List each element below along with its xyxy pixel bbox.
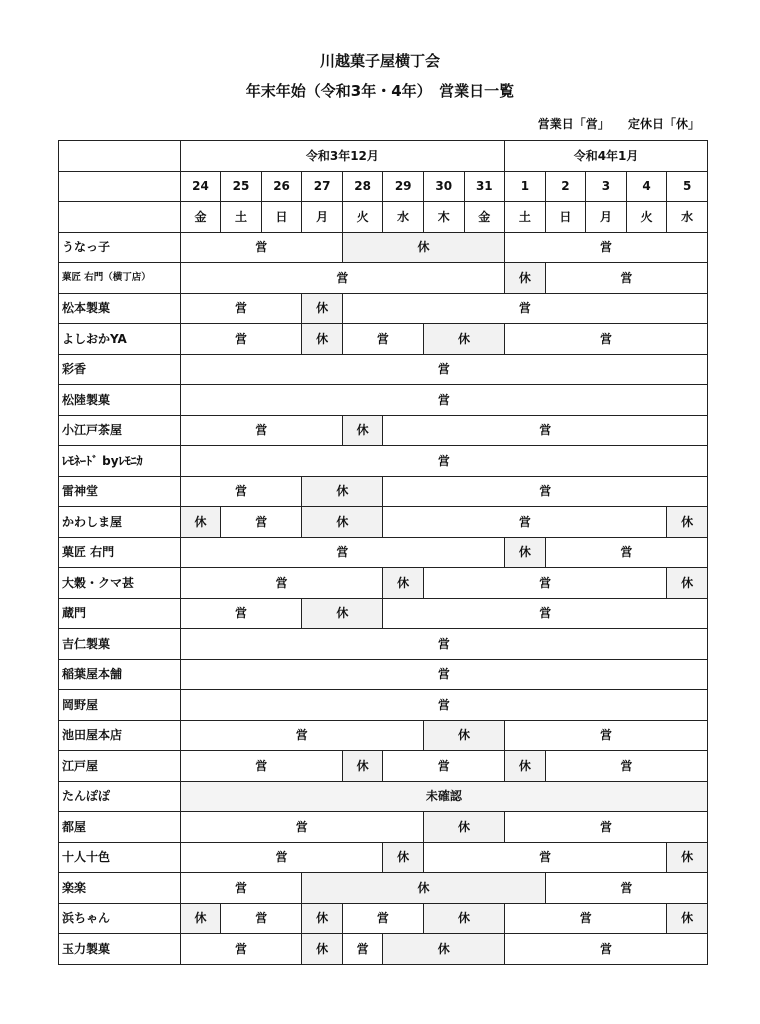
closed-cell: 休 <box>302 873 545 904</box>
shop-row <box>59 507 708 538</box>
unconfirmed-cell: 未確認 <box>180 781 707 812</box>
legend <box>538 115 700 132</box>
shop-name: 蔵門 <box>59 598 181 629</box>
shop-row <box>59 263 708 294</box>
open-cell: 営 <box>180 690 707 721</box>
closed-cell: 休 <box>423 720 504 751</box>
weekday-cell: 水 <box>667 202 708 233</box>
open-cell: 営 <box>383 598 708 629</box>
document-subtitle: 年末年始（令和3年・4年） 営業日一覧 <box>245 82 515 100</box>
open-cell: 営 <box>180 415 342 446</box>
closed-cell: 休 <box>302 934 343 965</box>
shop-name: よしおかYA <box>59 324 181 355</box>
shop-name: 十人十色 <box>59 842 181 873</box>
date-cell: 1 <box>505 171 546 202</box>
open-cell: 営 <box>505 934 708 965</box>
date-cell: 29 <box>383 171 424 202</box>
weekday-cell: 金 <box>180 202 221 233</box>
open-cell: 営 <box>180 537 504 568</box>
legend-closed: 定休日「休」 <box>627 117 700 131</box>
shop-name: 江戸屋 <box>59 751 181 782</box>
closed-cell: 休 <box>505 537 546 568</box>
open-cell: 営 <box>383 476 708 507</box>
closed-cell: 休 <box>302 476 383 507</box>
closed-cell: 休 <box>302 293 343 324</box>
closed-cell: 休 <box>667 903 708 934</box>
open-cell: 営 <box>180 293 302 324</box>
open-cell: 営 <box>221 903 302 934</box>
open-cell: 営 <box>545 263 707 294</box>
weekday-cell: 土 <box>505 202 546 233</box>
date-cell: 24 <box>180 171 221 202</box>
header-corner <box>59 202 181 233</box>
legend-open: 営業日「営」 <box>537 117 610 131</box>
document-title: 川越菓子屋横丁会 <box>319 52 440 70</box>
shop-row <box>59 446 708 477</box>
closed-cell: 休 <box>342 751 383 782</box>
shop-name: 吉仁製菓 <box>59 629 181 660</box>
shop-name: 都屋 <box>59 812 181 843</box>
shop-row <box>59 903 708 934</box>
open-cell: 営 <box>383 751 505 782</box>
weekday-cell: 火 <box>342 202 383 233</box>
open-cell: 営 <box>180 751 342 782</box>
open-cell: 営 <box>180 476 302 507</box>
shop-row <box>59 812 708 843</box>
date-cell: 4 <box>626 171 667 202</box>
shop-name: 菓匠 右門 <box>59 537 181 568</box>
closed-cell: 休 <box>423 324 504 355</box>
open-cell: 営 <box>180 934 302 965</box>
shop-name: 池田屋本店 <box>59 720 181 751</box>
open-cell: 営 <box>342 934 383 965</box>
shop-name: 松本製菓 <box>59 293 181 324</box>
weekday-header-row <box>59 202 708 233</box>
month-header: 令和4年1月 <box>505 141 708 172</box>
shop-name: うなっ子 <box>59 232 181 263</box>
shop-name: たんぽぽ <box>59 781 181 812</box>
closed-cell: 休 <box>383 842 424 873</box>
open-cell: 営 <box>221 507 302 538</box>
closed-cell: 休 <box>302 507 383 538</box>
closed-cell: 休 <box>423 812 504 843</box>
shop-row <box>59 873 708 904</box>
open-cell: 営 <box>342 903 423 934</box>
open-cell: 営 <box>383 507 667 538</box>
shop-name: 稲葉屋本舗 <box>59 659 181 690</box>
open-cell: 営 <box>505 812 708 843</box>
shop-name: 彩香 <box>59 354 181 385</box>
shop-name: ﾚﾓﾈｰﾄﾞ byﾚﾓﾆｶ <box>59 446 181 477</box>
open-cell: 営 <box>180 629 707 660</box>
shop-name: 岡野屋 <box>59 690 181 721</box>
closed-cell: 休 <box>342 415 383 446</box>
shop-row <box>59 629 708 660</box>
open-cell: 営 <box>383 415 708 446</box>
open-cell: 営 <box>180 598 302 629</box>
shop-row <box>59 690 708 721</box>
shop-name: 菓匠 右門（横丁店） <box>59 263 181 294</box>
month-header-row <box>59 141 708 172</box>
shop-row <box>59 293 708 324</box>
date-header-row <box>59 171 708 202</box>
open-cell: 営 <box>423 568 666 599</box>
open-cell: 営 <box>342 324 423 355</box>
schedule-table <box>58 140 708 965</box>
open-cell: 営 <box>505 903 667 934</box>
closed-cell: 休 <box>505 263 546 294</box>
closed-cell: 休 <box>302 903 343 934</box>
open-cell: 営 <box>180 873 302 904</box>
shop-name: 楽楽 <box>59 873 181 904</box>
shop-row <box>59 537 708 568</box>
header-corner <box>59 171 181 202</box>
closed-cell: 休 <box>302 324 343 355</box>
shop-row <box>59 659 708 690</box>
open-cell: 営 <box>180 354 707 385</box>
weekday-cell: 水 <box>383 202 424 233</box>
weekday-cell: 月 <box>302 202 343 233</box>
open-cell: 営 <box>180 385 707 416</box>
shop-name: 小江戸茶屋 <box>59 415 181 446</box>
weekday-cell: 日 <box>545 202 586 233</box>
open-cell: 営 <box>505 232 708 263</box>
shop-row <box>59 598 708 629</box>
open-cell: 営 <box>180 568 383 599</box>
open-cell: 営 <box>342 293 707 324</box>
open-cell: 営 <box>180 720 423 751</box>
weekday-cell: 土 <box>221 202 262 233</box>
shop-row <box>59 842 708 873</box>
date-cell: 30 <box>423 171 464 202</box>
weekday-cell: 木 <box>423 202 464 233</box>
date-cell: 25 <box>221 171 262 202</box>
shop-row <box>59 476 708 507</box>
open-cell: 営 <box>180 842 383 873</box>
closed-cell: 休 <box>667 842 708 873</box>
shop-row <box>59 232 708 263</box>
open-cell: 営 <box>545 751 707 782</box>
open-cell: 営 <box>180 812 423 843</box>
shop-row <box>59 781 708 812</box>
weekday-cell: 日 <box>261 202 302 233</box>
closed-cell: 休 <box>302 598 383 629</box>
shop-row <box>59 324 708 355</box>
open-cell: 営 <box>545 873 707 904</box>
open-cell: 営 <box>423 842 666 873</box>
shop-name: 松陸製菓 <box>59 385 181 416</box>
closed-cell: 休 <box>383 934 505 965</box>
shop-row <box>59 568 708 599</box>
shop-row <box>59 751 708 782</box>
shop-row <box>59 415 708 446</box>
shop-name: 玉力製菓 <box>59 934 181 965</box>
shop-row <box>59 385 708 416</box>
shop-row <box>59 354 708 385</box>
closed-cell: 休 <box>180 507 221 538</box>
date-cell: 2 <box>545 171 586 202</box>
shop-name: 浜ちゃん <box>59 903 181 934</box>
date-cell: 28 <box>342 171 383 202</box>
closed-cell: 休 <box>423 903 504 934</box>
open-cell: 営 <box>180 446 707 477</box>
closed-cell: 休 <box>505 751 546 782</box>
open-cell: 営 <box>180 324 302 355</box>
date-cell: 31 <box>464 171 505 202</box>
open-cell: 営 <box>505 720 708 751</box>
open-cell: 営 <box>545 537 707 568</box>
shop-name: 雷神堂 <box>59 476 181 507</box>
shop-name: かわしま屋 <box>59 507 181 538</box>
open-cell: 営 <box>505 324 708 355</box>
closed-cell: 休 <box>383 568 424 599</box>
month-header: 令和3年12月 <box>180 141 504 172</box>
open-cell: 営 <box>180 232 342 263</box>
weekday-cell: 月 <box>586 202 627 233</box>
closed-cell: 休 <box>667 568 708 599</box>
closed-cell: 休 <box>667 507 708 538</box>
date-cell: 26 <box>261 171 302 202</box>
closed-cell: 休 <box>342 232 504 263</box>
shop-row <box>59 720 708 751</box>
shop-name: 大穀・クマ甚 <box>59 568 181 599</box>
open-cell: 営 <box>180 659 707 690</box>
weekday-cell: 金 <box>464 202 505 233</box>
open-cell: 営 <box>180 263 504 294</box>
header-corner <box>59 141 181 172</box>
weekday-cell: 火 <box>626 202 667 233</box>
closed-cell: 休 <box>180 903 221 934</box>
date-cell: 5 <box>667 171 708 202</box>
shop-row <box>59 934 708 965</box>
date-cell: 3 <box>586 171 627 202</box>
date-cell: 27 <box>302 171 343 202</box>
